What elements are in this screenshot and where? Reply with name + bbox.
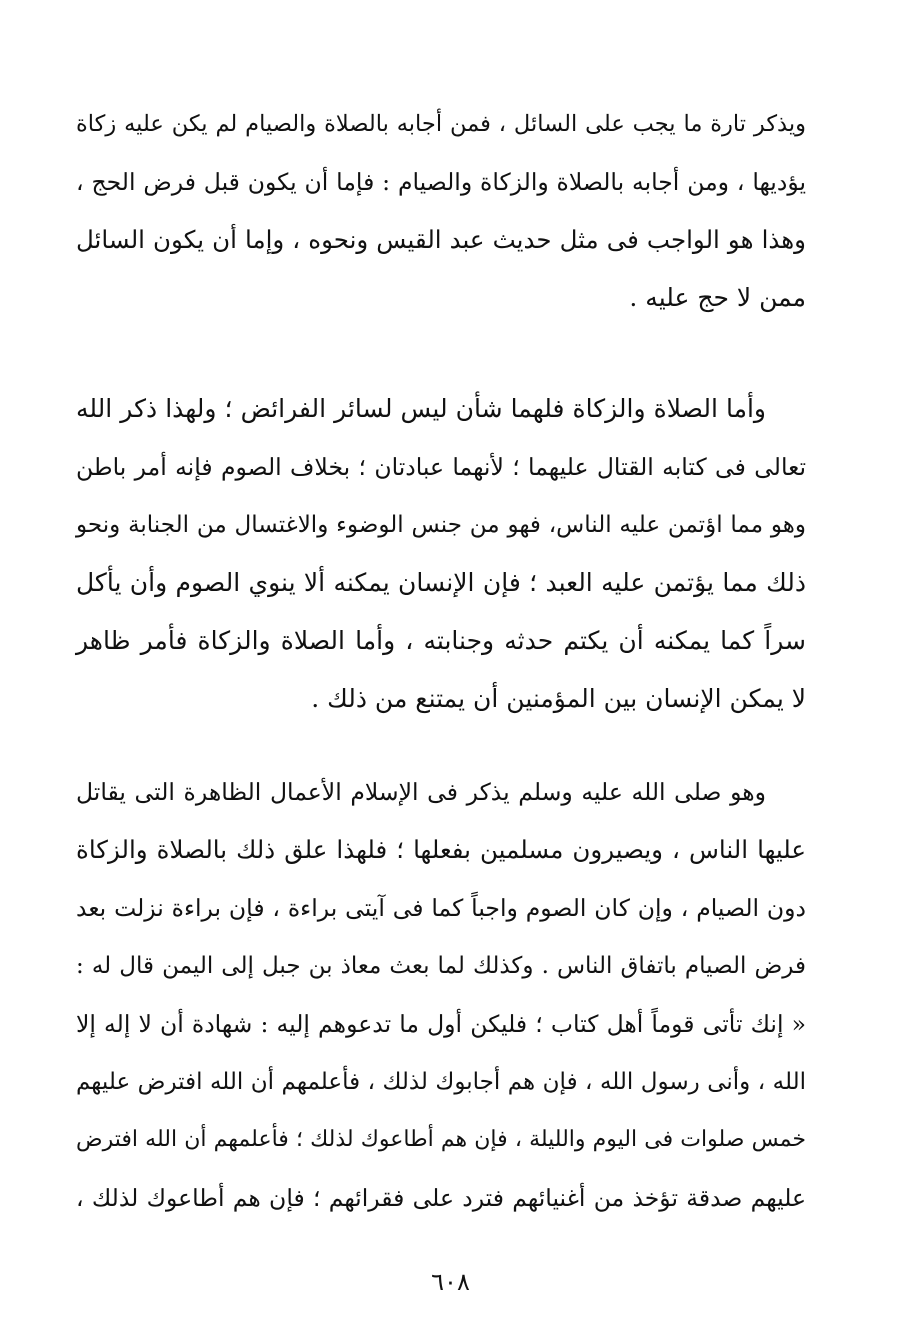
paragraph-3 [76,763,806,1227]
text-line: سراً كما يمكنه أن يكتم حدثه وجنابته ، وأما الصلاة والزكاة فأمر ظاهر [76,626,806,655]
text-line: لا يمكن الإنسان بين المؤمنين أن يمتنع من ذلك . [311,684,806,713]
text-line: ذلك مما يؤتمن عليه العبد ؛ فإن الإنسان يمكنه ألا ينوي الصوم وأن يأكل [76,568,806,597]
text-line: وهذا هو الواجب فى مثل حديث عبد القيس ونحوه ، وإما أن يكون السائل [76,225,806,254]
text-line: تعالى فى كتابه القتال عليهما ؛ لأنهما عبادتان ؛ بخلاف الصوم فإنه أمر باطن [76,453,806,481]
text-line: وأما الصلاة والزكاة فلهما شأن ليس لسائر الفرائض ؛ ولهذا ذكر الله [76,394,766,423]
text-line: خمس صلوات فى اليوم والليلة ، فإن هم أطاعوك لذلك ؛ فأعلمهم أن الله افترض [76,1127,806,1152]
text-line: عليهم صدقة تؤخذ من أغنيائهم فترد على فقرائهم ؛ فإن هم أطاعوك لذلك ، [76,1184,807,1212]
text-line: الله ، وأنى رسول الله ، فإن هم أجابوك لذلك ، فأعلمهم أن الله افترض عليهم [76,1069,806,1095]
text-line: دون الصيام ، وإن كان الصوم واجباً كما فى آيتى براءة ، فإن براءة نزلت بعد [76,894,806,922]
paragraph-2 [76,380,806,728]
text-line: يؤديها ، ومن أجابه بالصلاة والزكاة والصيام : فإما أن يكون قبل فرض الحج ، [76,168,806,196]
paragraph-1 [76,95,806,327]
text-line: ويذكر تارة ما يجب على السائل ، فمن أجابه بالصلاة والصيام لم يكن عليه زكاة [76,111,806,137]
page-body [76,95,806,1255]
page-number: ٦٠٨ [431,1268,470,1296]
text-line: « إنك تأتى قوماً أهل كتاب ؛ فليكن أول ما تدعوهم إليه : شهادة أن لا إله إلا [76,1010,806,1038]
text-line: فرض الصيام باتفاق الناس . وكذلك لما بعث معاذ بن جبل إلى اليمن قال له : [76,953,806,979]
text-line: وهو صلى الله عليه وسلم يذكر فى الإسلام الأعمال الظاهرة التى يقاتل [76,778,766,806]
text-line: وهو مما اؤتمن عليه الناس، فهو من جنس الوضوء والاغتسال من الجنابة ونحو [76,512,806,538]
text-line: ممن لا حج عليه . [629,283,806,312]
text-line: عليها الناس ، ويصيرون مسلمين بفعلها ؛ فلهذا علق ذلك بالصلاة والزكاة [76,835,806,864]
